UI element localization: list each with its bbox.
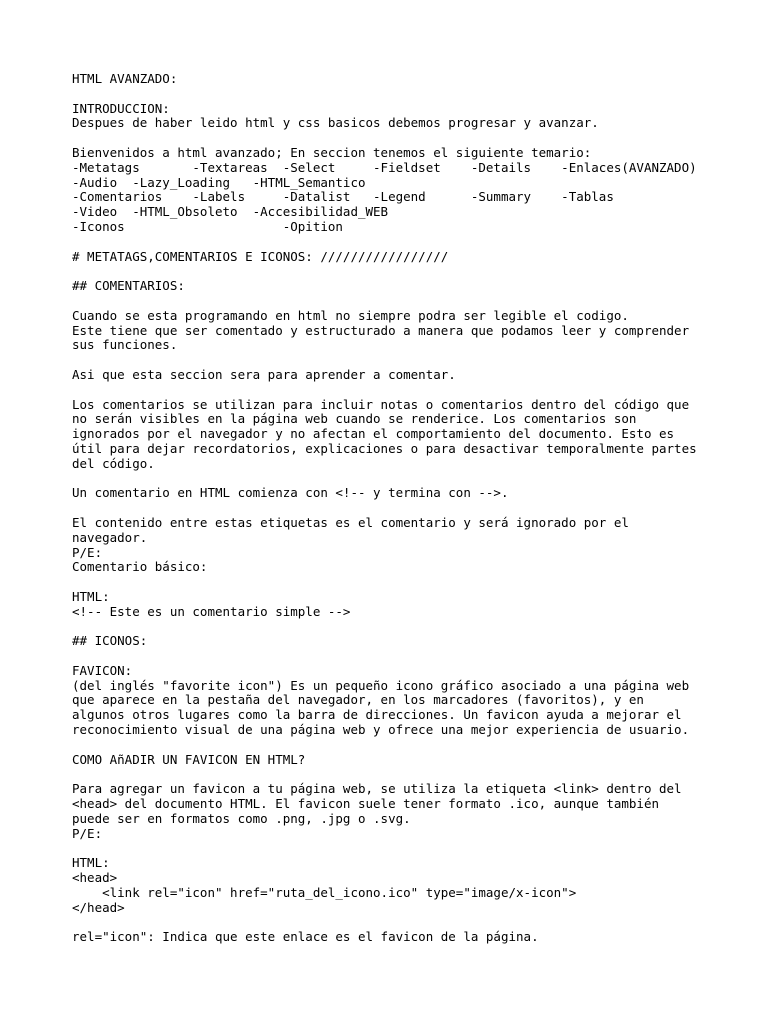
document-text: HTML AVANZADO: INTRODUCCION: Despues de haber leido html y css basicos debemos progresar y avanzar. Bienvenidos a html avanzado; En seccion tenemos el siguiente temario: -Metatags -Textareas -Select -Fieldset -Details -Enlaces(AVANZADO) -Audio -Lazy_Loading -HTML_Semantico -Comentarios -Labels -Datalist -Legend -Summary -Tablas -Video -HTML_Obsoleto -Accesibilidad_WEB -Iconos -Opition # METATAGS,COMENTARIOS E ICONOS: ///////////////// ## COMENTARIOS: Cuando se esta programando en html no siempre podra ser legible el codigo. Este tiene que ser comentado y estructurado a manera que podamos leer y comprender sus funciones. Asi que esta seccion sera para aprender a comentar. Los comentarios se utilizan para incluir notas o comentarios dentro del código que no serán visibles en la página web cuando se renderice. Los comentarios son ignorados por el navegador y no afectan el comportamiento del documento. Esto es útil para dejar recordatorios, explicaciones o para desactivar temporalmente partes del código. Un comentario en HTML comienza con <!-- y termina con -->. El contenido entre estas etiquetas es el comentario y será ignorado por el navegador. P/E: Comentario básico: HTML: <!-- Este es un comentario simple --> ## ICONOS: FAVICON: (del inglés "favorite icon") Es un pequeño icono gráfico asociado a una página web que aparece en la pestaña del navegador, en los marcadores (favoritos), y en algunos otros lugares como la barra de direcciones. Un favicon ayuda a mejorar el reconocimiento visual de una página web y ofrece una mejor experiencia de usuario. COMO AñADIR UN FAVICON EN HTML? Para agregar un favicon a tu página web, se utiliza la etiqueta <link> dentro del <head> del documento HTML. El favicon suele tener formato .ico, aunque también puede ser en formatos como .png, .jpg o .svg. P/E: HTML: <head> <link rel="icon" href="ruta_del_icono.ico" type="image/x-icon"> </head> rel="icon": Indica que este enlace es el favicon de la página. <box>72 71 697 945</box>
